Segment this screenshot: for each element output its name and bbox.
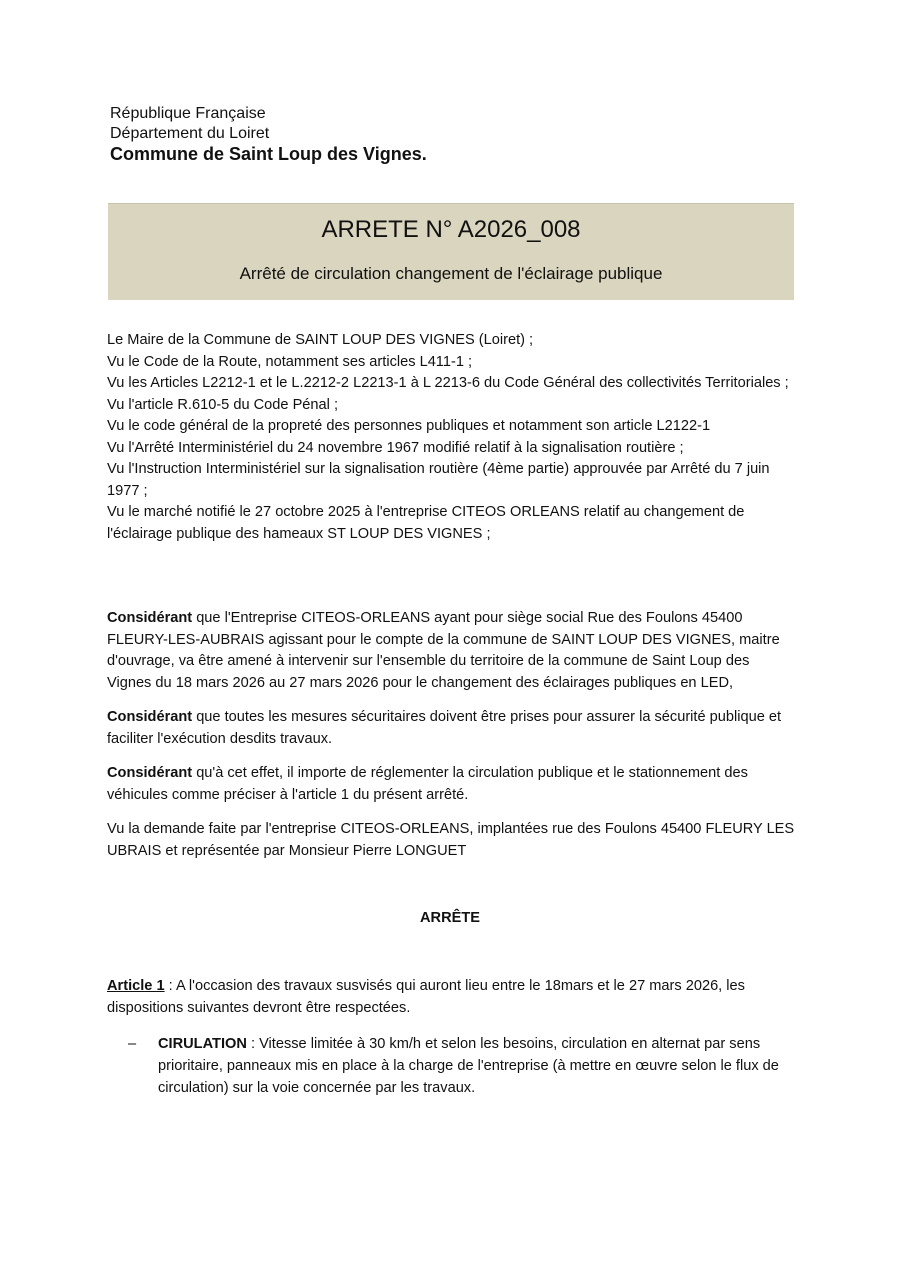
circulation-bullet — [128, 1033, 788, 1099]
bullet-dash: – — [128, 1036, 137, 1052]
considerant-text: qu'à cet effet, il importe de réglementer la circulation publique et le stationnement des véhicules comme préciser à l'article 1 du présent arrêté. — [107, 765, 748, 803]
article-1 — [107, 976, 797, 1019]
considerant-paragraph — [107, 707, 797, 750]
visa-line: Vu l'article R.610-5 du Code Pénal ; — [107, 396, 339, 413]
considerant-paragraph — [107, 763, 797, 806]
demand-text: Vu la demande faite par l'entreprise CITEOS-ORLEANS, implantées rue des Foulons 45400 FLEURY LES UBRAIS et représentée par Monsieur Pierre LONGUET — [107, 821, 795, 859]
considerant-paragraph — [107, 608, 797, 694]
demand-paragraph — [107, 819, 797, 862]
title-box — [108, 203, 794, 300]
article-1-label: Article 1 — [107, 978, 165, 994]
commune-line: Commune de Saint Loup des Vignes. — [110, 144, 427, 164]
republic-line: République Française — [110, 105, 266, 122]
arrete-number: ARRETE N° A2026_008 — [321, 216, 581, 243]
document-header — [110, 104, 427, 164]
visa-line: Vu le Code de la Route, notamment ses articles L411-1 ; — [107, 353, 473, 370]
arrete-heading: ARRÊTE — [420, 910, 480, 926]
visa-line: Vu le marché notifié le 27 octobre 2025 à l'entreprise CITEOS ORLEANS relatif au changement de l'éclairage publique des hameaux ST LOUP DES VIGNES ; — [107, 504, 745, 542]
considerant-text: que toutes les mesures sécuritaires doivent être prises pour assurer la sécurité publique et faciliter l'exécution desdits travaux. — [107, 709, 782, 747]
considerant-text: que l'Entreprise CITEOS-ORLEANS ayant pour siège social Rue des Foulons 45400 FLEURY-LES-AUBRAIS agissant pour le compte de la commune de SAINT LOUP DES VIGNES, maitre d'ouvrage, va être amené à intervenir sur l'ensemble du territoire de la commune de Saint Loup des Vignes du 18 mars 2026 au 27 mars 2026 pour le changement des éclairages publiques en LED, — [107, 610, 780, 691]
arrete-subtitle: Arrêté de circulation changement de l'éclairage publique — [239, 264, 663, 283]
visa-line: Vu le code général de la propreté des personnes publiques et notamment son article L2122-1 — [107, 418, 711, 434]
article-1-text: : A l'occasion des travaux susvisés qui auront lieu entre le 18mars et le 27 mars 2026, les dispositions suivantes devront être respectées. — [107, 978, 745, 1016]
bullet-label: CIRULATION — [158, 1036, 247, 1052]
considerant-lead: Considérant — [107, 610, 193, 626]
considerants-section — [107, 608, 797, 875]
visa-line: Vu l'Arrêté Interministériel du 24 novembre 1967 modifié relatif à la signalisation routière ; — [107, 439, 684, 456]
visa-line: Vu l'Instruction Interministériel sur la signalisation routière (4ème partie) approuvée par Arrêté du 7 juin 1977 ; — [107, 461, 770, 499]
considerant-lead: Considérant — [107, 709, 193, 725]
bullet-text: : Vitesse limitée à 30 km/h et selon les besoins, circulation en alternat par sens prioritaire, panneaux mis en place à la charge de l'entreprise (à mettre en œuvre selon le flux de circulation) sur la voie concernée par les travaux. — [158, 1036, 779, 1096]
visa-line: Le Maire de la Commune de SAINT LOUP DES VIGNES (Loiret) ; — [107, 332, 534, 348]
considerant-lead: Considérant — [107, 765, 193, 781]
visas-section — [107, 330, 797, 545]
bullet-content — [158, 1033, 788, 1099]
visa-line: Vu les Articles L2212-1 et le L.2212-2 L2213-1 à L 2213-6 du Code Général des collectivités Territoriales ; — [107, 375, 789, 391]
department-line: Département du Loiret — [110, 125, 270, 142]
article-1-paragraph — [107, 976, 797, 1019]
